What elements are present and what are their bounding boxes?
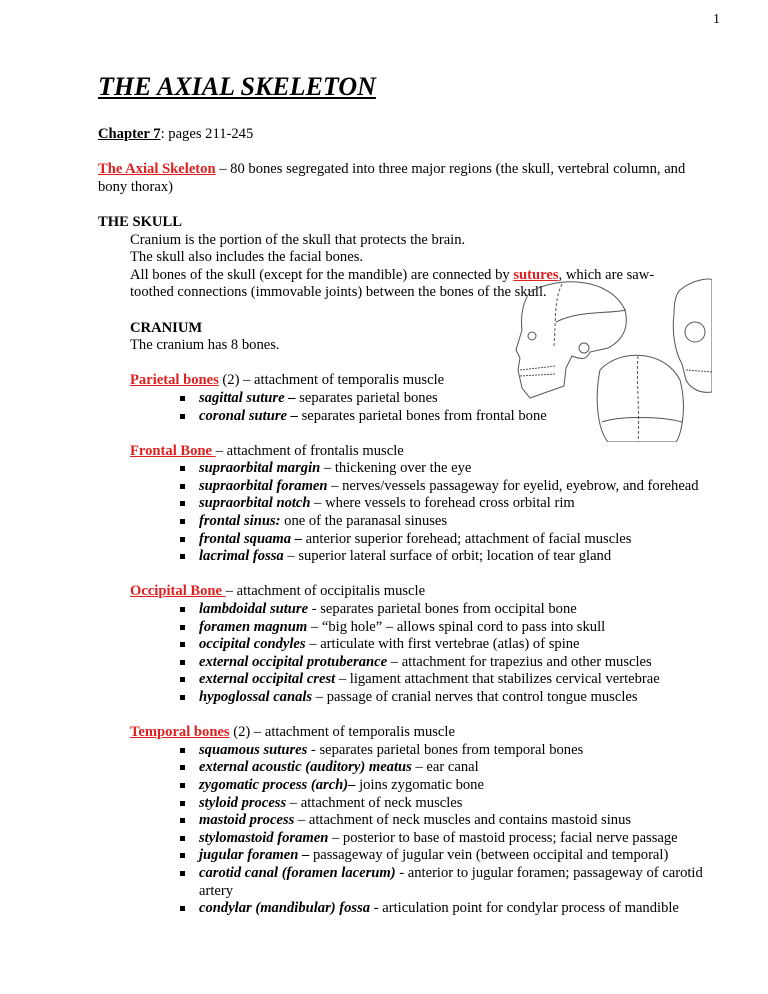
document-body (98, 126, 708, 918)
definition: – “big hole” – allows spinal cord to pass into skull (307, 618, 606, 635)
list-item (178, 830, 708, 848)
definition: - separates parietal bones from occipital bone (308, 601, 577, 618)
list-item (178, 601, 708, 619)
term: jugular foramen – (199, 847, 310, 864)
term: sagittal suture – (199, 389, 296, 406)
term: styloid process (199, 794, 287, 811)
definition: separates parietal bones from frontal bone (297, 407, 547, 424)
intro-term: The Axial Skeleton (98, 161, 216, 178)
definition: – attachment of neck muscles (286, 794, 463, 811)
page-number: 1 (713, 12, 720, 27)
definition: – where vessels to forehead cross orbital rim (310, 495, 575, 512)
intro-text: – 80 bones segregated into three major regions (the skull, vertebral column, and bony thorax) (98, 161, 686, 195)
bullet-list (130, 601, 708, 707)
term: external acoustic (auditory) meatus (199, 759, 412, 776)
chapter-pages: : pages 211-245 (160, 126, 254, 142)
list-item (178, 900, 708, 918)
definition: – attachment for trapezius and other muscles (387, 653, 652, 670)
list-item (178, 654, 708, 672)
list-item (178, 812, 708, 830)
term: hypoglossal canals (199, 689, 313, 705)
page-title: THE AXIAL SKELETON (98, 72, 376, 101)
skull-lateral-view (516, 282, 626, 398)
sutures-term: sutures (513, 266, 559, 283)
list-item (178, 847, 708, 865)
section-heading (130, 583, 708, 601)
section-term: Occipital Bone (130, 583, 226, 600)
term: frontal sinus: (199, 513, 281, 530)
definition: – passage of cranial nerves that control tongue muscles (312, 689, 638, 705)
skull-line: Cranium is the portion of the skull that protects the brain. (130, 231, 466, 248)
definition: – attachment of neck muscles and contains mastoid sinus (294, 812, 632, 829)
definition: separates parietal bones (295, 389, 438, 406)
definition: joins zygomatic bone (355, 776, 484, 793)
definition: – ear canal (411, 759, 479, 776)
list-item (178, 671, 708, 689)
chapter-line (98, 126, 708, 144)
definition: one of the paranasal sinuses (280, 513, 448, 530)
definition: passageway of jugular vein (between occipital and temporal) (309, 847, 669, 864)
section-desc: – attachment of frontalis muscle (215, 442, 404, 459)
list-item (178, 759, 708, 777)
section-heading (130, 724, 708, 742)
term: supraorbital margin (199, 460, 321, 477)
term: squamous sutures (199, 741, 308, 758)
definition: – superior lateral surface of orbit; location of tear gland (283, 548, 612, 565)
cranium-text: The cranium has 8 bones. (130, 337, 280, 354)
term: supraorbital notch (199, 495, 311, 512)
list-item (178, 636, 708, 654)
list-item (178, 865, 708, 900)
list-item (178, 531, 708, 549)
list-item (178, 513, 708, 531)
skull-illustrations (490, 270, 712, 442)
term: supraorbital foramen (199, 477, 328, 494)
section-term: Frontal Bone (130, 442, 216, 459)
term: carotid canal (foramen lacerum) (199, 864, 396, 881)
bullet-list (130, 460, 708, 566)
section-term: Parietal bones (130, 372, 219, 389)
skull-superior-view (597, 355, 683, 442)
term: stylomastoid foramen (199, 829, 329, 846)
definition: – ligament attachment that stabilizes cervical vertebrae (335, 671, 660, 688)
term: lacrimal fossa (199, 548, 284, 565)
list-item (178, 478, 708, 496)
section-desc: (2) – attachment of temporalis muscle (229, 724, 455, 741)
definition: – thickening over the eye (320, 460, 472, 477)
term: coronal suture – (199, 407, 298, 424)
cranium-heading: CRANIUM (130, 319, 203, 336)
list-item (178, 742, 708, 760)
list-item (178, 619, 708, 637)
section-heading (130, 443, 708, 461)
list-item (178, 689, 708, 707)
term: lambdoidal suture (199, 601, 309, 618)
term: external occipital crest (199, 671, 336, 688)
term: frontal squama – (199, 530, 302, 547)
list-item (178, 795, 708, 813)
list-item (178, 548, 708, 566)
definition: – nerves/vessels passageway for eyelid, eyebrow, and forehead (327, 477, 699, 494)
section-desc: – attachment of occipitalis muscle (225, 583, 426, 600)
definition: - anterior to jugular foramen; passageway of carotid artery (199, 864, 703, 899)
chapter-label: Chapter 7 (98, 126, 161, 142)
skull-line: The skull also includes the facial bones. (130, 249, 364, 266)
definition: anterior superior forehead; attachment of facial muscles (302, 530, 632, 547)
list-item (178, 495, 708, 513)
term: external occipital protuberance (199, 653, 388, 670)
term: mastoid process (199, 812, 295, 829)
term: zygomatic process (arch)– (199, 776, 356, 793)
intro-paragraph (98, 161, 708, 196)
section-desc: (2) – attachment of temporalis muscle (218, 372, 445, 389)
definition: – posterior to base of mastoid process; facial nerve passage (328, 829, 678, 846)
list-item (178, 777, 708, 795)
section-term: Temporal bones (130, 724, 230, 741)
term: condylar (mandibular) fossa (199, 900, 371, 917)
definition: – articulate with first vertebrae (atlas) of spine (305, 636, 580, 653)
skull-anterior-view (673, 279, 712, 392)
list-item (178, 460, 708, 478)
definition: - separates parietal bones from temporal bones (307, 741, 584, 758)
definition: - articulation point for condylar process of mandible (370, 900, 679, 917)
sutures-line: All bones of the skull (except for the mandible) are connected by sutures, which are saw-toothed connections (immovable joints) between the bones of the skull. (130, 266, 655, 301)
skull-heading: THE SKULL (98, 213, 182, 230)
term: foramen magnum (199, 618, 308, 635)
bullet-list (130, 742, 708, 918)
term: occipital condyles (199, 636, 306, 653)
